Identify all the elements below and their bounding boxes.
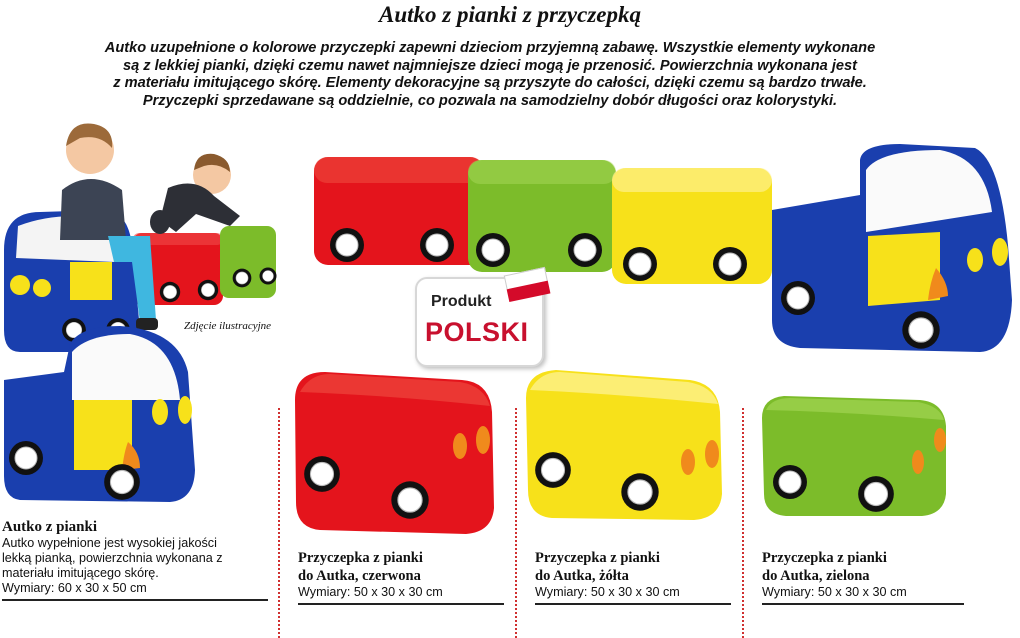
product-desc-line: materiału imitującego skórę. (2, 566, 159, 580)
badge-line-2: POLSKI (425, 317, 529, 347)
badge-line-1: Produkt (431, 293, 492, 310)
intro-line: są z lekkiej pianki, dzięki czemu nawet najmniejsze dzieci mogą je przenosić. Powierzchnia wykonana jest (122, 57, 857, 74)
product-yellow-trailer-info (535, 549, 731, 605)
photo-green-trailer (220, 226, 276, 298)
product-underline (762, 603, 964, 605)
product-red-trailer-image (295, 372, 494, 534)
divider (515, 408, 517, 638)
product-desc-line: lekką pianką, powierzchnia wykonana z (2, 551, 223, 565)
divider (742, 408, 744, 638)
product-name: Przyczepka z pianki (535, 550, 660, 566)
product-dimensions: Wymiary: 50 x 30 x 30 cm (762, 585, 907, 599)
product-car-info (2, 519, 268, 601)
product-underline (535, 603, 731, 605)
product-name: Przyczepka z pianki (298, 550, 423, 566)
product-name-line-2: do Autka, zielona (762, 568, 870, 584)
photo-children-car (4, 123, 277, 352)
product-car-image (4, 326, 195, 502)
product-yellow-trailer-image (526, 370, 722, 520)
product-underline (2, 599, 268, 601)
intro-line: Przyczepki sprzedawane są oddzielnie, co pozwala na samodzielny dobór długości oraz kolorystyki. (142, 92, 838, 109)
product-name: Autko z pianki (2, 519, 98, 535)
produkt-polski-badge (415, 277, 544, 367)
product-green-trailer-image (762, 396, 946, 516)
intro-line: z materiału imitującego skórę. Elementy dekoracyjne są przyszyte do całości, dzięki czemu są bardzo trwałe. (113, 75, 867, 91)
product-name: Przyczepka z pianki (762, 550, 887, 566)
photo-caption: Zdjęcie ilustracyjne (184, 320, 272, 332)
product-dimensions: Wymiary: 50 x 30 x 30 cm (535, 585, 680, 599)
product-underline (298, 603, 504, 605)
product-green-trailer-info (762, 549, 964, 605)
product-name-line-2: do Autka, żółta (535, 568, 629, 584)
divider (278, 408, 280, 638)
intro-line: Autko uzupełnione o kolorowe przyczepki zapewni dzieciom przyjemną zabawę. Wszystkie elementy wykonane (104, 40, 876, 56)
product-name-line-2: do Autka, czerwona (298, 568, 421, 584)
product-dimensions: Wymiary: 50 x 30 x 30 cm (298, 585, 443, 599)
product-red-trailer-info (298, 549, 504, 605)
product-dimensions: Wymiary: 60 x 30 x 50 cm (2, 581, 147, 595)
page-title: Autko z pianki z przyczepką (379, 2, 641, 27)
product-desc-line: Autko wypełnione jest wysokiej jakości (2, 536, 217, 550)
